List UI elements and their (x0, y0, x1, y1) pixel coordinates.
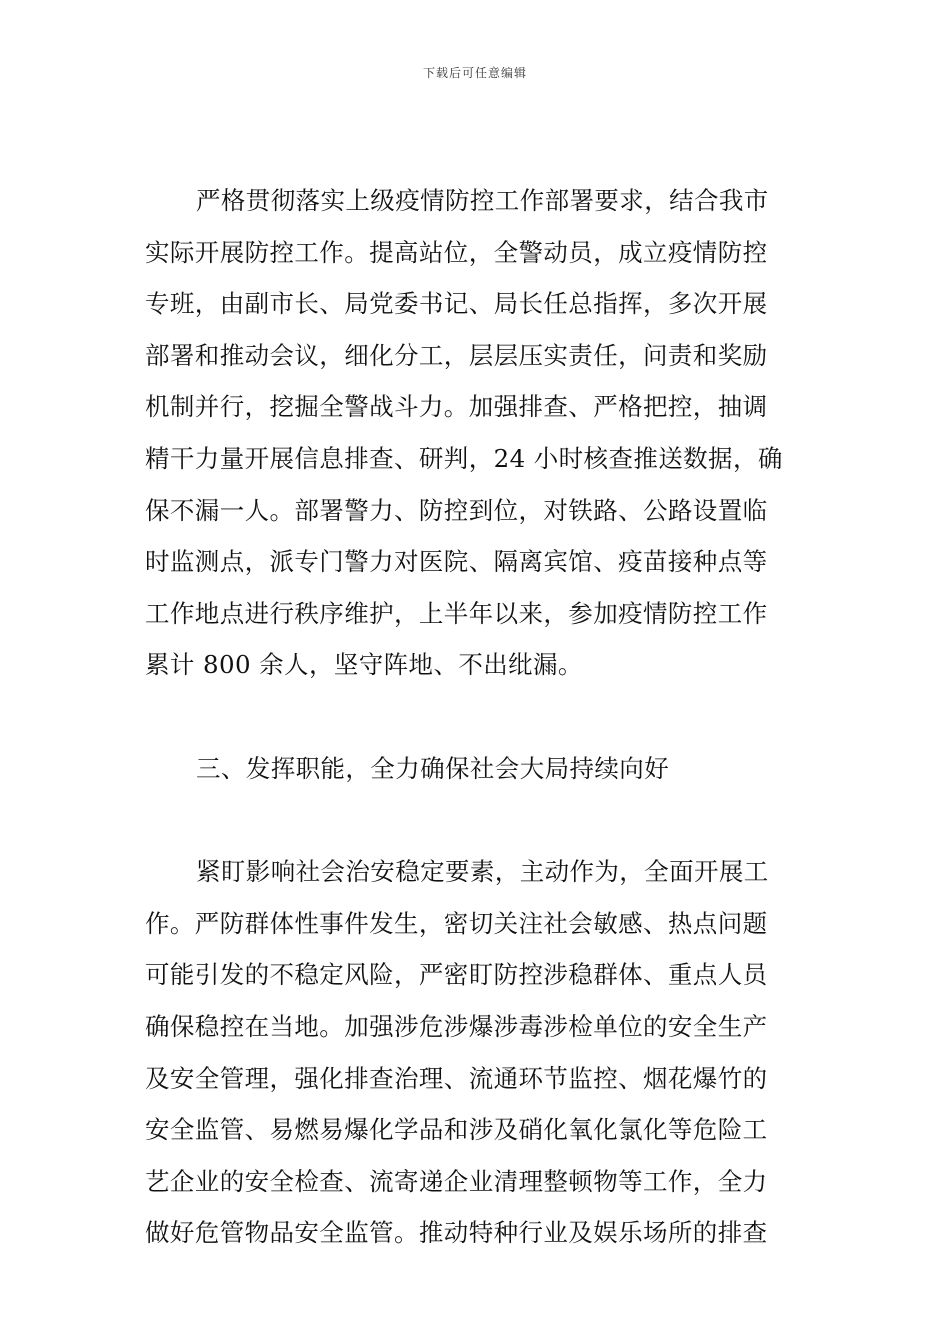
section-heading: 三、发挥职能，全力确保社会大局持续向好 (196, 753, 670, 783)
paragraph-epidemic-control (145, 175, 813, 691)
paragraph-line: 工作地点进行秩序维护，上半年以来，参加疫情防控工作 (145, 598, 768, 628)
paragraph-social-stability (145, 846, 813, 1259)
paragraph-line: 实际开展防控工作。提高站位，全警动员，成立疫情防控 (145, 237, 768, 267)
paragraph-line: 作。严防群体性事件发生，密切关注社会敏感、热点问题 (145, 908, 768, 938)
paragraph-line: 专班，由副市长、局党委书记、局长任总指挥，多次开展 (145, 289, 768, 319)
paragraph-line: 紧盯影响社会治安稳定要素，主动作为，全面开展工 (196, 857, 769, 887)
paragraph-line: 累计 800 余人，坚守阵地、不出纰漏。 (145, 650, 583, 680)
paragraph-line: 机制并行，挖掘全警战斗力。加强排查、严格把控，抽调 (145, 392, 768, 422)
document-body (145, 175, 813, 1259)
paragraph-line: 保不漏一人。部署警力、防控到位，对铁路、公路设置临 (145, 495, 768, 525)
blank-line (145, 794, 813, 846)
paragraph-line: 可能引发的不稳定风险，严密盯防控涉稳群体、重点人员 (145, 960, 768, 990)
paragraph-line: 精干力量开展信息排查、研判，24 小时核查推送数据，确 (145, 443, 783, 473)
paragraph-line: 确保稳控在当地。加强涉危涉爆涉毒涉检单位的安全生产 (145, 1011, 768, 1041)
page-header: 下载后可任意编辑 (422, 66, 527, 80)
paragraph-line: 艺企业的安全检查、流寄递企业清理整顿物等工作，全力 (145, 1166, 768, 1196)
paragraph-line: 安全监管、易燃易爆化学品和涉及硝化氧化氯化等危险工 (145, 1115, 768, 1145)
paragraph-line: 部署和推动会议，细化分工，层层压实责任，问责和奖励 (145, 340, 768, 370)
paragraph-line: 严格贯彻落实上级疫情防控工作部署要求，结合我市 (196, 186, 769, 215)
blank-line (145, 691, 813, 743)
paragraph-line: 及安全管理，强化排查治理、流通环节监控、烟花爆竹的 (145, 1063, 768, 1093)
paragraph-line: 做好危管物品安全监管。推动特种行业及娱乐场所的排查 (145, 1218, 768, 1248)
paragraph-line: 时监测点，派专门警力对医院、隔离宾馆、疫苗接种点等 (145, 547, 768, 577)
